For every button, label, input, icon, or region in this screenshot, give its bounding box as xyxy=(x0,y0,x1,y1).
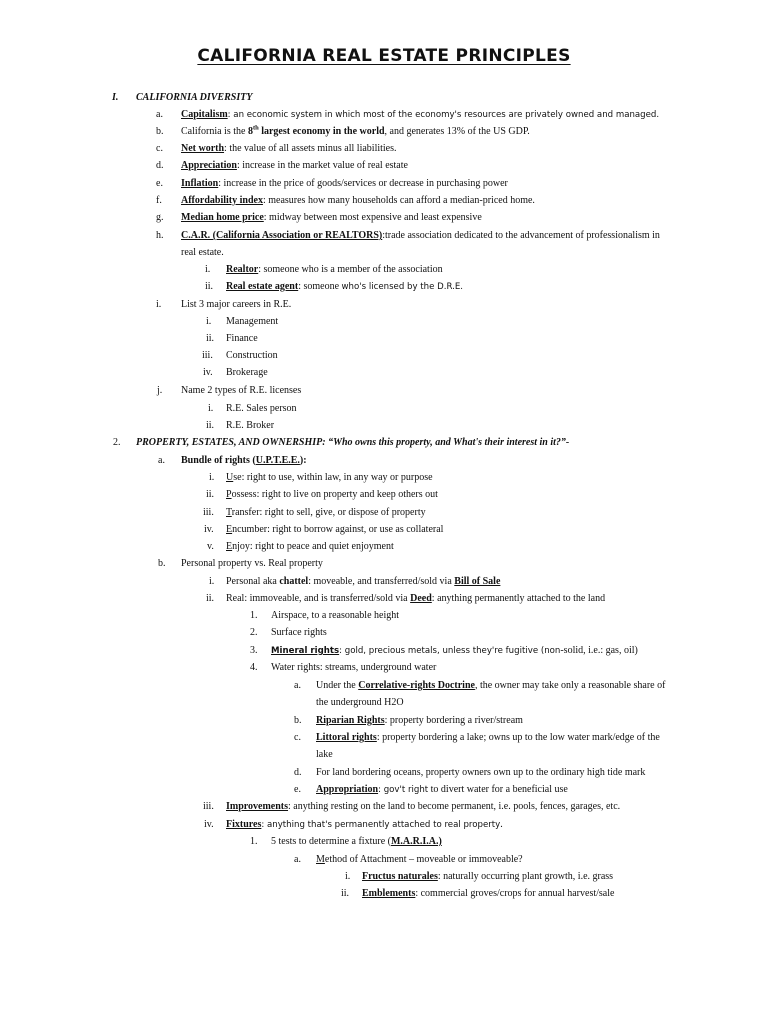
list-marker: iii. xyxy=(203,801,214,812)
list-item: Personal property vs. Real property xyxy=(181,558,323,569)
list-item: Affordability index: measures how many households can afford a median-priced home. xyxy=(181,195,535,206)
list-item: Fixtures: anything that's permanently attached to real property. xyxy=(226,819,503,830)
list-marker: c. xyxy=(294,732,301,743)
list-item: Method of Attachment – moveable or immoveable? xyxy=(316,854,523,865)
list-item: R.E. Broker xyxy=(226,420,275,431)
list-marker: 1. xyxy=(250,610,258,621)
list-marker: ii. xyxy=(206,489,215,500)
list-item: Net worth: the value of all assets minus all liabilities. xyxy=(181,143,397,154)
list-item: Water rights: streams, underground water xyxy=(271,662,437,673)
list-marker: ii. xyxy=(341,888,350,899)
list-item: Realtor: someone who is a member of the association xyxy=(226,264,443,275)
list-marker: ii. xyxy=(206,593,215,604)
list-marker: f. xyxy=(156,195,162,206)
list-marker: iv. xyxy=(203,367,213,378)
list-item: 5 tests to determine a fixture (M.A.R.I.A.) xyxy=(271,836,442,847)
list-marker: iii. xyxy=(202,350,213,361)
list-item: Real: immoveable, and is transferred/sold via Deed: anything permanently attached to the land xyxy=(226,593,606,604)
list-marker: 3. xyxy=(250,645,258,656)
list-item: Littoral rights: property bordering a lake; owns up to the low water mark/edge of the xyxy=(316,732,660,743)
list-item: Capitalism: an economic system in which most of the economy's resources are privately owned and managed. xyxy=(181,109,660,120)
list-marker: i. xyxy=(205,264,211,275)
list-marker: i. xyxy=(209,576,215,587)
list-marker: iii. xyxy=(203,507,214,518)
list-marker: iv. xyxy=(204,524,214,535)
list-marker: b. xyxy=(294,715,302,726)
list-item: Management xyxy=(226,316,279,327)
list-item: Real estate agent: someone who's licensed by the D.R.E. xyxy=(226,281,464,292)
list-item: Construction xyxy=(226,350,278,361)
list-item: Transfer: right to sell, give, or dispose of property xyxy=(226,507,426,518)
list-marker: a. xyxy=(156,109,163,120)
list-item: Median home price: midway between most expensive and least expensive xyxy=(181,212,482,223)
list-marker: g. xyxy=(156,212,164,223)
list-marker: ii. xyxy=(205,281,214,292)
list-item: Airspace, to a reasonable height xyxy=(271,610,400,621)
list-marker: a. xyxy=(158,455,165,466)
list-item: Appropriation: gov't right to divert water for a beneficial use xyxy=(316,784,568,795)
list-item: Riparian Rights: property bordering a river/stream xyxy=(316,715,523,726)
section-number: 2. xyxy=(113,437,121,448)
list-item: Encumber: right to borrow against, or use as collateral xyxy=(226,524,444,535)
list-item: California is the 8th largest economy in the world, and generates 13% of the US GDP. xyxy=(181,124,530,137)
list-marker: 2. xyxy=(250,627,258,638)
list-marker: b. xyxy=(156,126,164,137)
list-marker: iv. xyxy=(204,819,214,830)
list-item: List 3 major careers in R.E. xyxy=(181,299,292,310)
list-marker: i. xyxy=(208,403,214,414)
list-marker: d. xyxy=(156,160,164,171)
list-item: R.E. Sales person xyxy=(226,403,297,414)
list-item: Emblements: commercial groves/crops for annual harvest/sale xyxy=(362,888,615,899)
list-item: Brokerage xyxy=(226,367,268,378)
list-item: Possess: right to live on property and keep others out xyxy=(226,489,438,500)
list-marker: ii. xyxy=(206,333,215,344)
list-marker: e. xyxy=(156,178,163,189)
list-marker: j. xyxy=(157,385,163,396)
section-number: I. xyxy=(112,92,119,103)
list-item: C.A.R. (California Association or REALTORS):trade association dedicated to the advancement of professionalism in xyxy=(181,230,660,241)
list-item: Fructus naturales: naturally occurring plant growth, i.e. grass xyxy=(362,871,614,882)
list-marker: 4. xyxy=(250,662,258,673)
list-item-continuation: real estate. xyxy=(181,247,224,258)
list-marker: i. xyxy=(209,472,215,483)
list-item: Mineral rights: gold, precious metals, unless they're fugitive (non-solid, i.e.: gas, oil) xyxy=(271,645,638,656)
list-item: Improvements: anything resting on the land to become permanent, i.e. pools, fences, garages, etc. xyxy=(226,801,621,812)
list-marker: d. xyxy=(294,767,302,778)
list-marker: a. xyxy=(294,854,301,865)
list-item-continuation: the underground H2O xyxy=(316,697,404,708)
list-marker: a. xyxy=(294,680,301,691)
list-marker: b. xyxy=(158,558,166,569)
list-item: Finance xyxy=(226,333,258,344)
section-heading: CALIFORNIA DIVERSITY xyxy=(136,92,253,103)
list-marker: i. xyxy=(345,871,351,882)
page-title: CALIFORNIA REAL ESTATE PRINCIPLES xyxy=(197,46,571,66)
list-item: Enjoy: right to peace and quiet enjoyment xyxy=(226,541,394,552)
list-item-continuation: lake xyxy=(316,749,333,760)
list-marker: i. xyxy=(156,299,162,310)
list-item: Name 2 types of R.E. licenses xyxy=(181,385,302,396)
list-item: Surface rights xyxy=(271,627,327,638)
section-heading: PROPERTY, ESTATES, AND OWNERSHIP: “Who owns this property, and What's their interest in it?”- xyxy=(136,437,570,448)
list-marker: v. xyxy=(207,541,214,552)
list-marker: i. xyxy=(206,316,212,327)
list-item: Personal aka chattel: moveable, and transferred/sold via Bill of Sale xyxy=(226,576,501,587)
list-item: Bundle of rights (U.P.T.E.E.): xyxy=(181,455,307,466)
list-marker: c. xyxy=(156,143,163,154)
list-item: Inflation: increase in the price of goods/services or decrease in purchasing power xyxy=(181,178,508,189)
list-item: For land bordering oceans, property owners own up to the ordinary high tide mark xyxy=(316,767,646,778)
list-item: Use: right to use, within law, in any way or purpose xyxy=(226,472,433,483)
list-marker: ii. xyxy=(206,420,215,431)
list-marker: e. xyxy=(294,784,301,795)
list-marker: h. xyxy=(156,230,164,241)
list-marker: 1. xyxy=(250,836,258,847)
list-item: Appreciation: increase in the market value of real estate xyxy=(181,160,408,171)
list-item: Under the Correlative-rights Doctrine, the owner may take only a reasonable share of xyxy=(316,680,666,691)
